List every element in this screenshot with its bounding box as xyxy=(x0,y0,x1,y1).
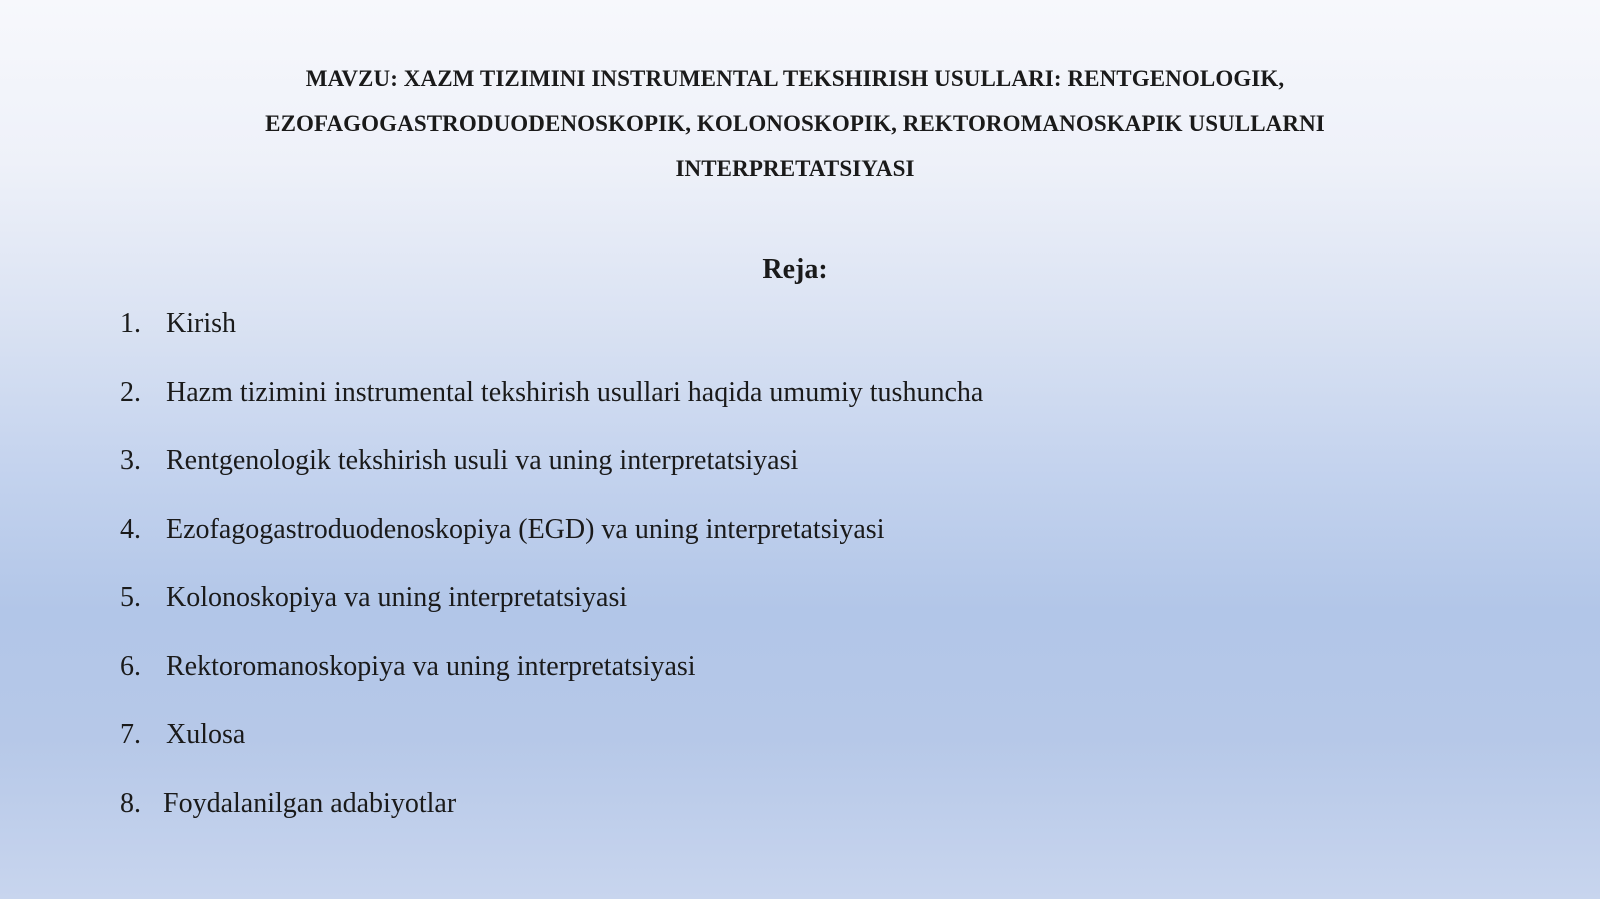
list-item-number: 6. xyxy=(120,650,141,682)
list-item-text: Rentgenologik tekshirish usuli va uning interpretatsiyasi xyxy=(166,445,799,476)
slide-title-line: INTERPRETATSIYASI xyxy=(675,156,915,181)
list-item xyxy=(120,373,983,442)
list-item-text: Kolonoskopiya va uning interpretatsiyasi xyxy=(166,582,628,613)
list-item xyxy=(120,578,983,647)
list-item xyxy=(120,715,983,784)
list-item xyxy=(120,647,983,716)
slide-title-line: MAVZU: XAZM TIZIMINI INSTRUMENTAL TEKSHIRISH USULLARI: RENTGENOLOGIK, xyxy=(305,66,1285,91)
list-item-number: 4. xyxy=(120,513,141,545)
list-item-number: 8. xyxy=(120,787,141,819)
slide-title-line: EZOFAGOGASTRODUODENOSKOPIK, KOLONOSKOPIK, REKTOROMANOSKAPIK USULLARNI xyxy=(265,111,1325,136)
list-item-text: Hazm tizimini instrumental tekshirish usullari haqida umumiy tushuncha xyxy=(166,376,984,408)
list-item-number: 7. xyxy=(120,719,141,750)
list-item-number: 1. xyxy=(120,308,141,339)
list-item xyxy=(120,510,983,579)
list-item-text: Kirish xyxy=(166,308,236,339)
list-item-text: Ezofagogastroduodenoskopiya (EGD) va uning interpretatsiyasi xyxy=(166,513,885,545)
slide-title xyxy=(180,56,1410,191)
list-item-number: 3. xyxy=(120,445,141,476)
list-item-number: 5. xyxy=(120,582,141,613)
plan-heading: Reja: xyxy=(762,254,828,285)
list-item xyxy=(120,441,983,510)
list-item-text: Foydalanilgan adabiyotlar xyxy=(163,787,457,819)
list-item-text: Rektoromanoskopiya va uning interpretatsiyasi xyxy=(166,650,696,682)
list-item-text: Xulosa xyxy=(166,719,246,750)
list-item-number: 2. xyxy=(120,376,141,408)
list-item xyxy=(120,784,983,853)
plan-list xyxy=(120,304,983,852)
list-item xyxy=(120,304,983,373)
